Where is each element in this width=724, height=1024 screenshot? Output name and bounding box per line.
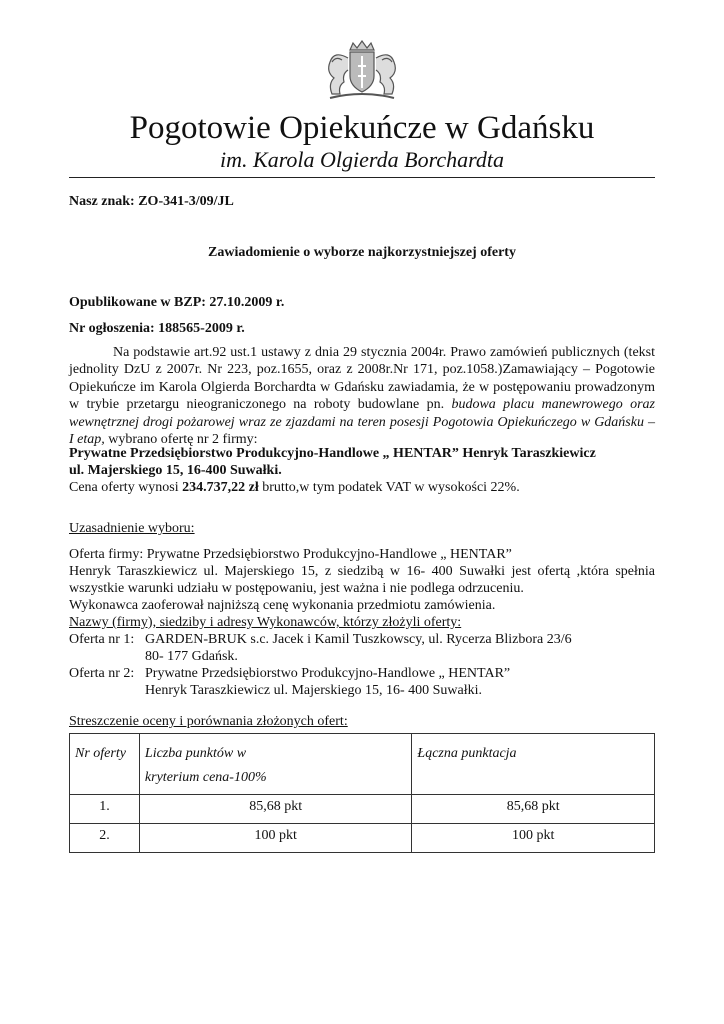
offer-number-cell: 2. [70, 824, 140, 853]
justification-line: Wykonawca zaoferował najniższą cenę wykonania przedmiotu zamówienia. [69, 598, 496, 613]
summary-heading: Streszczenie oceny i porównania złożonych ofert: [69, 714, 348, 729]
price-prefix: Cena oferty wynosi [69, 480, 183, 495]
offer-1-label: Oferta nr 1: [69, 632, 135, 647]
header-total-score: Łączna punktacja [412, 734, 655, 795]
offer-1-company: GARDEN-BRUK s.c. Jacek i Kamil Tuszkowscy, ul. Rycerza Blizbora 23/6 [145, 632, 572, 647]
intro-text: Na podstawie art.92 ust.1 ustawy z dnia 29 stycznia 2004r. Prawo zamówień publicznych (tekst jednolity DzU z 2007r. Nr 223, poz.1655, oraz z 2008r.Nr 171, poz.1058.)Zamawiający – Pogotowie Opiekuńcze im Karola Olgierda Borchardta w Gdańsku zawiadamia, że w postępowaniu prowadzonym w trybie przetargu nieograniczonego na roboty budowlane pn. [69, 345, 655, 413]
winner-name: Prywatne Przedsiębiorstwo Produkcyjno-Handlowe „ HENTAR” Henryk Taraszkiewicz [69, 446, 596, 461]
offer-1-city: 80- 177 Gdańsk. [145, 649, 238, 664]
intro-paragraph [69, 344, 655, 448]
price-points-cell: 85,68 pkt [139, 795, 411, 824]
gdansk-coat-of-arms-icon [320, 40, 404, 102]
offer-price [69, 479, 520, 496]
header-price-points-line2: kryterium cena-100% [144, 770, 267, 785]
reference-number: Nasz znak: ZO-341-3/09/JL [69, 194, 234, 209]
justification-paragraph: Henryk Taraszkiewicz ul. Majerskiego 15, z siedzibą w 16- 400 Suwałki jest ofertą ,która spełnia wszystkie warunki udziału w postępowaniu, jest ważna i nie podlega odrzuceniu. [69, 564, 655, 597]
scores-table [69, 733, 655, 853]
price-suffix: brutto,w tym podatek VAT w wysokości 22%. [258, 480, 520, 495]
total-score-cell: 100 pkt [412, 824, 655, 853]
table-row [70, 824, 655, 853]
offer-2-company: Prywatne Przedsiębiorstwo Produkcyjno-Handlowe „ HENTAR” [145, 666, 511, 681]
header-price-points-line1: Liczba punktów w [144, 746, 247, 761]
offer-number-cell: 1. [70, 795, 140, 824]
justification-heading: Uzasadnienie wyboru: [69, 521, 195, 536]
intro-text-end: wybrano ofertę nr 2 firmy: [104, 432, 258, 448]
header-offer-number: Nr oferty [70, 734, 140, 795]
justification-line: Oferta firmy: Prywatne Przedsiębiorstwo Produkcyjno-Handlowe „ HENTAR” [69, 547, 512, 562]
offer-2-label: Oferta nr 2: [69, 666, 135, 681]
offer-2-address: Henryk Taraszkiewicz ul. Majerskiego 15, 16- 400 Suwałki. [145, 683, 483, 698]
header-price-points [139, 734, 411, 795]
document-title: Zawiadomienie o wyborze najkorzystniejszej oferty [208, 245, 516, 260]
institution-patron: im. Karola Olgierda Borchardta [220, 147, 504, 172]
table-header-row [70, 734, 655, 795]
table-row [70, 795, 655, 824]
notice-number: Nr ogłoszenia: 188565-2009 r. [69, 321, 245, 336]
project-name: budowa placu manewrowego oraz wewnętrznej drogi pożarowej wraz ze zjazdami na teren posesji Pogotowia Opiekuńczego w Gdańsku – I etap, [69, 397, 655, 448]
price-points-cell: 100 pkt [139, 824, 411, 853]
institution-name: Pogotowie Opiekuńcze w Gdańsku [129, 110, 595, 146]
winner-address: ul. Majerskiego 15, 16-400 Suwałki. [69, 463, 282, 478]
price-value: 234.737,22 zł [182, 480, 259, 495]
bidders-heading: Nazwy (firmy), siedziby i adresy Wykonawców, którzy złożyli oferty: [69, 615, 462, 630]
total-score-cell: 85,68 pkt [412, 795, 655, 824]
header-divider [69, 177, 655, 178]
publication-date: Opublikowane w BZP: 27.10.2009 r. [69, 295, 285, 310]
